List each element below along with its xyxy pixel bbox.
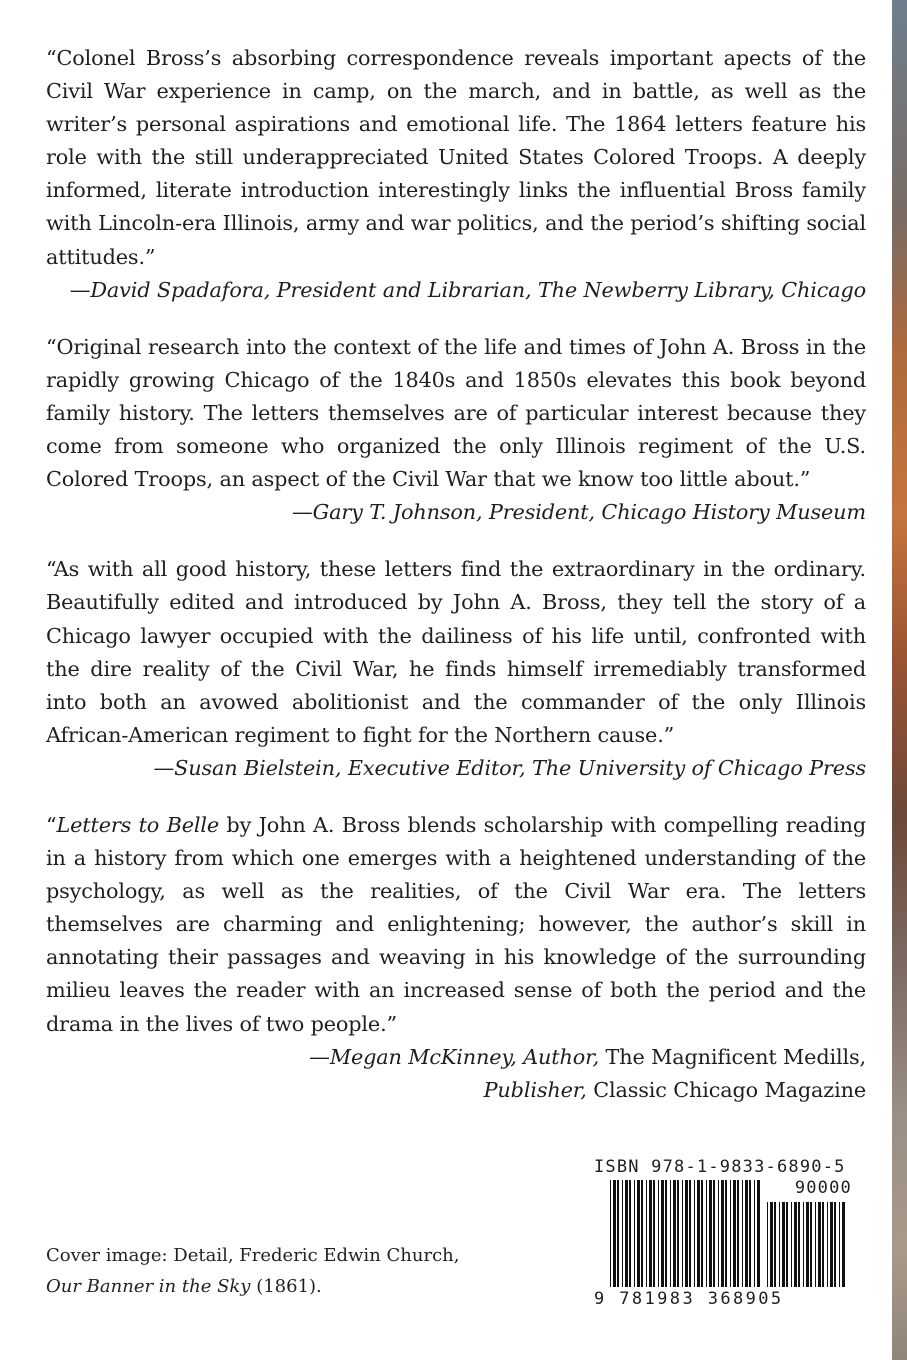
barcode-bar <box>803 1202 804 1287</box>
blurb-text-rest: by John A. Bross blends scholarship with compelling reading in a history from which one emerges with a heightened understanding of the psychology, as well as the realities, of the Civil War era. The letters themselves are charming and enlightening; however, the author’s skill in annotating their passages and weaving in his knowledge of the surrounding milieu leaves the reader with an increased sense of both the period and the drama in the lives of two people.” <box>46 812 867 1036</box>
isbn-barcode <box>594 1157 852 1307</box>
barcode-bar <box>701 1180 703 1287</box>
barcode-bar <box>713 1180 715 1287</box>
barcode-bar <box>718 1180 719 1287</box>
attribution-name: —Megan McKinney, Author, <box>309 1044 600 1069</box>
barcode-bar <box>661 1180 664 1287</box>
blurbs <box>46 42 866 1131</box>
barcode-bar <box>733 1180 736 1287</box>
credit-line-2 <box>46 1271 466 1302</box>
barcode-bar <box>622 1180 623 1287</box>
barcode-bar <box>767 1202 768 1287</box>
barcode-bars <box>610 1180 760 1287</box>
quote-mark: “ <box>46 812 57 837</box>
barcode-bar <box>779 1202 780 1287</box>
barcode-bar <box>754 1180 755 1287</box>
barcode-bar <box>610 1180 611 1287</box>
barcode-bar <box>649 1180 652 1287</box>
barcode-bar <box>774 1202 776 1287</box>
barcode-bar <box>830 1202 833 1287</box>
barcode-bar <box>677 1180 679 1287</box>
painting-year: (1861). <box>250 1276 322 1297</box>
barcode-bar <box>697 1180 700 1287</box>
attribution-role: Publisher, <box>483 1077 587 1102</box>
barcode-bar <box>786 1202 788 1287</box>
blurb-attribution <box>46 1041 866 1074</box>
barcode-bar <box>634 1180 635 1287</box>
barcode-bar <box>617 1180 619 1287</box>
barcode-bar <box>815 1202 816 1287</box>
isbn-label: ISBN 978-1-9833-6890-5 <box>594 1157 846 1177</box>
barcode-bar <box>737 1180 739 1287</box>
barcode-bar <box>637 1180 640 1287</box>
painting-title: Our Banner in the Sky <box>46 1276 251 1297</box>
barcode-bar <box>822 1202 824 1287</box>
blurb-bielstein <box>46 553 866 785</box>
blurb-attribution: —Susan Bielstein, Executive Editor, The University of Chicago Press <box>153 755 866 780</box>
blurb-attribution-2 <box>46 1074 866 1107</box>
credit-line: Cover image: Detail, Frederic Edwin Church, <box>46 1245 460 1266</box>
barcode-bar <box>629 1180 631 1287</box>
barcode-bar <box>749 1180 751 1287</box>
barcode-bar <box>682 1180 683 1287</box>
barcode-bar <box>742 1180 743 1287</box>
barcode-bar <box>791 1202 792 1287</box>
barcode-bar <box>646 1180 647 1287</box>
barcode-bar <box>782 1202 785 1287</box>
barcode-bar <box>798 1202 800 1287</box>
barcode-bar <box>721 1180 724 1287</box>
barcode-bar <box>673 1180 676 1287</box>
barcode-bar <box>827 1202 828 1287</box>
blurb-text: “As with all good history, these letters find the extraordinary in the ordinary. Beautifully edited and introduced by John A. Bross, they tell the story of a Chicago lawyer occupied with the dailiness of his life until, confronted with the dire reality of the Civil War, he finds himself irremediably transformed into both an avowed abolitionist and the commander of the only Illinois African-American regiment to fight for the Northern cause.” <box>46 557 866 747</box>
attribution-book: The Magnificent Medills, <box>599 1044 866 1069</box>
barcode-bar <box>770 1202 773 1287</box>
barcode-bar <box>810 1202 812 1287</box>
barcode-bar <box>730 1180 731 1287</box>
barcode-bar <box>745 1180 748 1287</box>
barcode-bar <box>725 1180 727 1287</box>
barcode-bar <box>834 1202 836 1287</box>
barcode-bar <box>641 1180 643 1287</box>
barcode-bar <box>625 1180 628 1287</box>
blurb-johnson <box>46 331 866 530</box>
blurb-mckinney <box>46 809 866 1107</box>
barcode-bar <box>689 1180 691 1287</box>
blurb-text: “Colonel Bross’s absorbing correspondence reveals important apects of the Civil War experience in camp, on the march, and in battle, as well as the writer’s personal aspirations and emotional life. The 1864 letters feature his role with the still underappreciated United States Colored Troops. A deeply informed, literate introduction interestingly links the influential Bross family with Lincoln-era Illinois, army and war politics, and the period’s shifting social attitudes.” <box>46 46 866 269</box>
front-cover-edge <box>892 0 907 1360</box>
ean-digits: 9 781983 368905 <box>594 1289 784 1309</box>
addon-barcode-bars <box>767 1202 845 1287</box>
blurb-spadafora <box>46 42 866 307</box>
barcode-bar <box>757 1180 760 1287</box>
price-code: 90000 <box>794 1178 852 1198</box>
barcode-bar <box>706 1180 707 1287</box>
barcode-bar <box>839 1202 840 1287</box>
barcode-bar <box>794 1202 797 1287</box>
cover-image-credit <box>46 1240 466 1302</box>
barcode-bar <box>806 1202 809 1287</box>
attribution-org: Classic Chicago Magazine <box>586 1077 866 1102</box>
barcode-bar <box>685 1180 688 1287</box>
barcode-bar <box>653 1180 655 1287</box>
barcode-bar <box>818 1202 821 1287</box>
barcode-bar <box>842 1202 845 1287</box>
barcode-bar <box>670 1180 671 1287</box>
blurb-text: “Original research into the context of the life and times of John A. Bross in the rapidly growing Chicago of the 1840s and 1850s elevates this book beyond family history. The letters themselves are of particular interest because they come from someone who organized the only Illinois regiment of the U.S. Colored Troops, an aspect of the Civil War that we know too little about.” <box>46 334 866 492</box>
barcode-bar <box>613 1180 616 1287</box>
barcode-bar <box>665 1180 667 1287</box>
barcode-bar <box>658 1180 659 1287</box>
blurb-text <box>46 809 866 1041</box>
book-title: Letters to Belle <box>56 812 220 837</box>
blurb-attribution: —David Spadafora, President and Librarian, The Newberry Library, Chicago <box>69 277 866 302</box>
barcode-bar <box>694 1180 695 1287</box>
blurb-attribution: —Gary T. Johnson, President, Chicago History Museum <box>292 500 866 525</box>
barcode-bar <box>709 1180 712 1287</box>
